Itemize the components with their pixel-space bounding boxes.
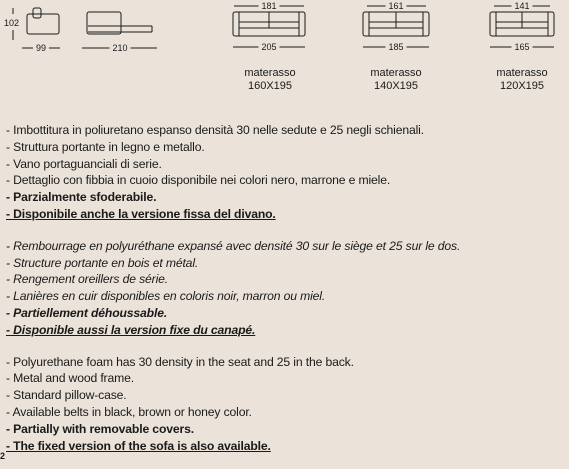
sofa-3-caption-size: 120X195 xyxy=(499,80,545,92)
french-line: - Rengement oreillers de série. xyxy=(6,272,168,287)
french-line: - Lanières en cuir disponibles en coloris noir, marron ou miel. xyxy=(6,289,326,304)
sofa-3-caption-label: materasso xyxy=(496,67,548,79)
english-description xyxy=(6,354,566,455)
sofa-3-caption xyxy=(496,67,547,93)
corner-mark: 2 xyxy=(0,451,6,461)
sofa-3-outer-dimension: 165 xyxy=(511,42,532,52)
sofa-1-inner-dimension: 181 xyxy=(258,1,279,11)
french-line: - Structure portante en bois et métal. xyxy=(6,255,199,270)
english-line: - Polyurethane foam has 30 density in the seat and 25 in the back. xyxy=(6,354,354,369)
sofa-2-caption xyxy=(370,67,421,93)
open-length-dimension: 210 xyxy=(109,43,130,53)
sofa-2-caption-label: materasso xyxy=(370,67,422,79)
side-width-dimension: 99 xyxy=(33,43,49,53)
italian-line: - Imbottitura in poliuretano espanso densità 30 nelle sedute e 25 negli schienali. xyxy=(6,123,424,137)
french-line: - Rembourrage en polyuréthane expansé avec densité 30 sur le siège et 25 sur le dos. xyxy=(6,238,461,253)
sofa-3-inner-dimension: 141 xyxy=(511,1,532,11)
italian-line: - Vano portaguanciali di serie. xyxy=(6,156,162,171)
french-description xyxy=(6,238,566,339)
english-underlined-line: - The fixed version of the sofa is also available. xyxy=(6,438,271,453)
french-underlined-line: - Disponible aussi la version fixe du canapé. xyxy=(6,322,256,337)
english-line: - Standard pillow-case. xyxy=(6,388,127,403)
italian-line: - Dettaglio con fibbia in cuoio disponibile nei colori nero, marrone e miele. xyxy=(6,173,391,188)
sofa-2-caption-size: 140X195 xyxy=(373,80,419,92)
italian-underlined-line: - Disponibile anche la versione fissa del divano. xyxy=(6,206,276,221)
sofa-1-outer-dimension: 205 xyxy=(258,42,279,52)
side-depth-dimension: 102 xyxy=(4,18,20,28)
sofa-1-drawing xyxy=(233,6,305,47)
description-text xyxy=(6,122,566,469)
dimension-diagrams xyxy=(0,0,569,100)
sofa-3-drawing xyxy=(490,6,554,47)
english-bold-line: - Partially with removable covers. xyxy=(6,421,194,436)
italian-bold-line: - Parzialmente sfoderabile. xyxy=(6,190,157,205)
italian-line: - Struttura portante in legno e metallo. xyxy=(6,139,205,154)
side-view-drawing xyxy=(13,8,60,48)
sofa-2-outer-dimension: 185 xyxy=(385,42,406,52)
english-line: - Available belts in black, brown or honey color. xyxy=(6,404,252,419)
sofa-2-inner-dimension: 161 xyxy=(385,1,406,11)
english-line: - Metal and wood frame. xyxy=(6,371,134,386)
sofa-1-caption xyxy=(244,67,295,93)
italian-description xyxy=(6,122,566,223)
french-bold-line: - Partiellement déhoussable. xyxy=(6,305,168,320)
sofa-1-caption-size: 160X195 xyxy=(247,80,293,92)
sofa-2-drawing xyxy=(363,6,429,47)
sofa-1-caption-label: materasso xyxy=(244,67,296,79)
